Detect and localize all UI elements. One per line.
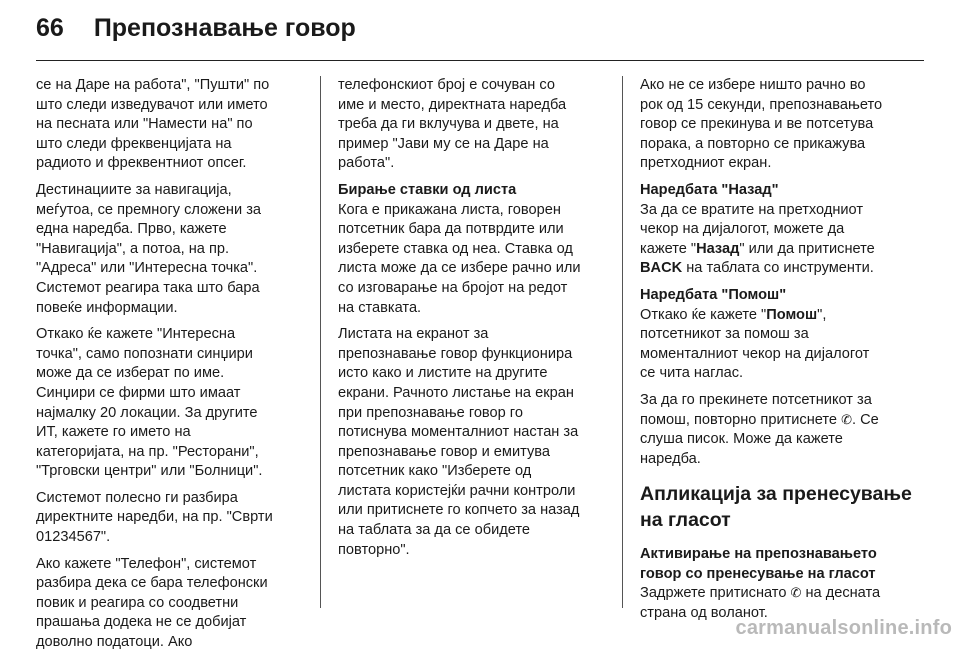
watermark: carmanualsonline.info — [735, 617, 952, 639]
text-line: претходниот екран. — [640, 155, 772, 172]
text-run: ", — [817, 306, 827, 323]
subheading: Активирање на препознавањето — [640, 546, 877, 563]
text-line: повеќе информации. — [36, 299, 178, 316]
text-line: доволно податоци. Ако — [36, 634, 193, 651]
paragraph — [640, 391, 912, 469]
text-line: ИТ, кажете го името на — [36, 424, 191, 441]
column-2 — [338, 76, 610, 567]
paragraph — [338, 181, 610, 318]
text-line: наредба. — [640, 450, 701, 467]
text-line: прашања додека не се добијат — [36, 614, 247, 631]
subheading: Бирање ставки од листа — [338, 181, 517, 198]
text-line: категоријата, на пр. "Ресторани", — [36, 443, 259, 460]
page-number: 66 — [36, 14, 64, 42]
text-line — [640, 259, 912, 279]
text-run: кажете " — [640, 240, 697, 257]
subheading: Наредбата "Помош" — [640, 286, 787, 303]
text-line: "Адреса" или "Интересна точка". — [36, 260, 258, 277]
text-line: на ставката. — [338, 299, 422, 316]
text-line: може да се изберат по име. — [36, 365, 225, 382]
column-1 — [36, 76, 308, 660]
text-line: екрани. Рачното листање на екран — [338, 384, 574, 401]
text-line: Синџири се фирми што имаат — [36, 384, 241, 401]
text-line: или притиснете го копчето за назад — [338, 502, 580, 519]
text-line: потсетник како "Изберете од — [338, 463, 532, 480]
text-line: препознавање говор и емитува — [338, 443, 550, 460]
text-line: чекор на дијалогот, можете да — [640, 221, 845, 238]
section-heading — [640, 481, 912, 533]
text-line: Ако не се избере ништо рачно во — [640, 77, 866, 93]
text-line: што следи фреквенцијата на — [36, 135, 232, 152]
text-line — [640, 306, 912, 326]
text-line: Системот полесно ги разбира — [36, 489, 238, 506]
paragraph — [640, 181, 912, 279]
text-line: со изговарање на бројот на редот — [338, 279, 568, 296]
text-line: меѓутоа, се премногу сложени за — [36, 201, 261, 218]
text-line — [640, 584, 912, 604]
text-line: исто како и листите на другите — [338, 365, 548, 382]
text-line: 01234567". — [36, 529, 111, 546]
text-line: работа". — [338, 155, 395, 172]
text-line: Дестинациите за навигација, — [36, 181, 232, 198]
subheading: говор со пренесување на гласот — [640, 565, 876, 582]
text-line: на таблата за да се обидете — [338, 522, 530, 539]
voice-call-icon: ✆ — [841, 412, 853, 428]
text-run: . Се — [852, 411, 879, 428]
text-line: За да го прекинете потсетникот за — [640, 391, 872, 408]
paragraph — [36, 325, 308, 482]
paragraph — [640, 76, 912, 174]
column-divider — [320, 76, 321, 608]
text-line: листата користејќи рачни контроли — [338, 482, 576, 499]
text-run: Задржете притиснато — [640, 585, 791, 602]
text-line: една наредба. Прво, кажете — [36, 221, 227, 238]
text-line: Кога е прикажана листа, говорен — [338, 201, 561, 218]
text-line: повторно". — [338, 541, 410, 558]
header-rule — [36, 60, 924, 61]
column-3 — [640, 76, 912, 631]
text-line: при препознавање говор го — [338, 404, 523, 421]
text-line: треба да ги вклучува и двете, на — [338, 116, 559, 133]
heading-line: Апликација за пренесување — [640, 483, 912, 506]
text-line: потиснува моменталниот настан за — [338, 424, 579, 441]
voice-call-icon: ✆ — [790, 586, 802, 602]
text-line: говор се прекинува и ве потсетува — [640, 116, 874, 133]
text-line: препознавање говор функционира — [338, 345, 573, 362]
text-line: Системот реагира така што бара — [36, 279, 260, 296]
paragraph — [640, 286, 912, 384]
text-line: Откако ќе кажете "Интересна — [36, 326, 236, 343]
text-run: на десната — [801, 585, 881, 602]
text-line: разбира дека се бара телефонски — [36, 575, 268, 592]
paragraph — [36, 181, 308, 318]
text-line: изберете ставка од неа. Ставка од — [338, 240, 573, 257]
paragraph — [338, 325, 610, 560]
text-line: се на Даре на работа", "Пушти" по — [36, 77, 270, 93]
text-run: помош, повторно притиснете — [640, 411, 842, 428]
text-line: пример "Јави му се на Даре на — [338, 135, 549, 152]
bold-term-back-button: BACK — [640, 260, 683, 277]
paragraph — [640, 545, 912, 623]
column-divider — [622, 76, 623, 608]
text-run: " или да притиснете — [739, 240, 875, 257]
text-line: рок од 15 секунди, препознавањето — [640, 96, 883, 113]
text-line: радиото и фреквентниот опсег. — [36, 155, 247, 172]
text-line — [640, 411, 912, 431]
text-line: повик и реагира со соодветни — [36, 594, 239, 611]
text-line: на песната или "Намести на" по — [36, 116, 253, 133]
paragraph — [338, 76, 610, 174]
text-run: Откако ќе кажете " — [640, 306, 767, 323]
paragraph — [36, 76, 308, 174]
text-line: слуша писок. Може да кажете — [640, 431, 843, 448]
text-line: "Трговски центри" или "Болници". — [36, 463, 263, 480]
text-line: се чита наглас. — [640, 365, 744, 382]
text-line: моменталниот чекор на дијалогот — [640, 345, 870, 362]
page-header — [36, 14, 356, 52]
text-line: потсетник бара да потврдите или — [338, 221, 564, 238]
paragraph — [36, 489, 308, 548]
text-line: најмалку 20 локации. За другите — [36, 404, 258, 421]
text-line: За да се вратите на претходниот — [640, 201, 864, 218]
text-line: "Навигација", а потоа, на пр. — [36, 240, 230, 257]
text-line: име и место, директната наредба — [338, 96, 567, 113]
subheading: Наредбата "Назад" — [640, 181, 779, 198]
bold-term-back: Назад — [696, 240, 740, 257]
text-line: директните наредби, на пр. "Сврти — [36, 509, 273, 526]
text-line: Листата на екранот за — [338, 326, 489, 343]
text-line — [640, 240, 912, 260]
text-line: Ако кажете "Телефон", системот — [36, 555, 257, 572]
text-line: што следи изведувачот или името — [36, 96, 268, 113]
text-line: точка", само попознати синџири — [36, 345, 253, 362]
text-line: страна од воланот. — [640, 605, 768, 622]
heading-line: на гласот — [640, 509, 731, 532]
text-line: порака, а повторно се прикажува — [640, 135, 866, 152]
bold-term-help: Помош — [766, 306, 818, 323]
text-line: листа може да се избере рачно или — [338, 260, 581, 277]
text-line: телефонскиот број е сочуван со — [338, 77, 555, 93]
text-line: потсетникот за помош за — [640, 326, 809, 343]
text-run: на таблата со инструменти. — [682, 260, 874, 277]
page-title: Препознавање говор — [93, 14, 356, 42]
paragraph — [36, 555, 308, 653]
